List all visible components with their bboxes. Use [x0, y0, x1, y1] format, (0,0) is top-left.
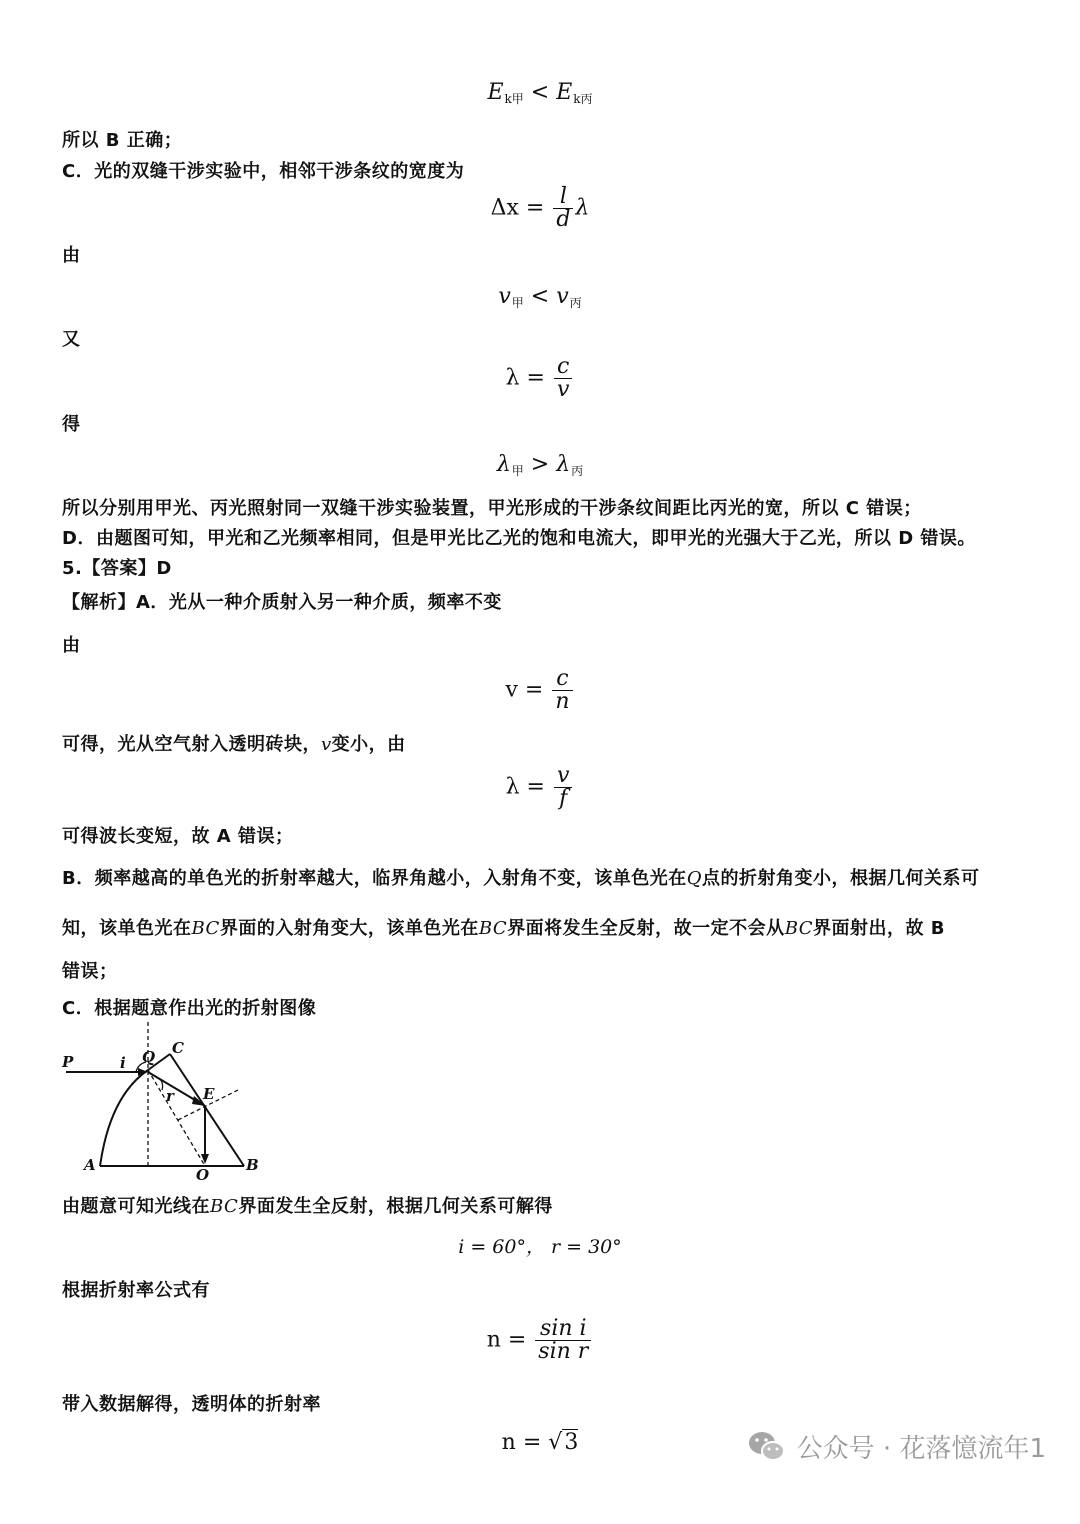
fraction: $\frac{\text{sin i}}{\text{sin r}}$ — [535, 1318, 591, 1363]
fraction: $\frac{c}{v}$ — [554, 356, 572, 401]
equation-lambda-compare: $\lambda_甲 > \lambda_丙$ — [496, 452, 584, 478]
equation-angles: i = 60°， r = 30° — [458, 1236, 622, 1258]
refraction-diagram — [60, 1020, 280, 1180]
text-line: 带入数据解得，透明体的折射率 — [62, 1394, 321, 1415]
text-line: B．频率越高的单色光的折射率越大，临界角越小，入射角不变，该单色光在Q点的折射角变小，根据几何关系可 — [62, 868, 980, 889]
label-e: E — [203, 1085, 215, 1103]
equation-lambda-vf: λ = $\frac{v}{f}$ — [0, 765, 1080, 810]
watermark-text: 公众号 · 花落憶流年1 — [796, 1434, 1046, 1464]
text-line: D．由题图可知，甲光和乙光频率相同，但是甲光比乙光的饱和电流大，即甲光的光强大于乙光，所以 D 错误。 — [62, 528, 976, 549]
text-line: 由 — [62, 635, 81, 656]
radius-oq — [148, 1070, 205, 1166]
text-line: C．光的双缝干涉实验中，相邻干涉条纹的宽度为 — [62, 161, 465, 182]
edge-cb — [170, 1054, 244, 1166]
label-p: P — [62, 1053, 74, 1071]
equation-fringe-width: Δx = $\frac{l}{d}$ λ — [490, 184, 590, 232]
equation-result: n = √3 — [501, 1430, 579, 1455]
equation-speed: v = $\frac{c}{n}$ — [0, 668, 1080, 713]
text-line: 可得，光从空气射入透明砖块，v变小，由 — [62, 734, 406, 755]
text-line: 错误； — [62, 961, 118, 982]
text-line: 根据折射率公式有 — [62, 1280, 210, 1301]
text-line: 所以分别用甲光、丙光照射同一双缝干涉实验装置，甲光形成的干涉条纹间距比丙光的宽，所以 C 错误； — [62, 498, 922, 519]
label-r: r — [166, 1087, 174, 1105]
equation-frequency: $v_甲 < v_丙$ — [498, 284, 582, 310]
text-line: 由 — [62, 245, 81, 266]
label-a: A — [84, 1156, 96, 1174]
equation-ek: $E_{k甲} < E_{k丙}$ — [487, 80, 593, 106]
fraction: $\frac{c}{n}$ — [552, 668, 572, 713]
label-i: i — [120, 1054, 126, 1072]
text-line: 所以 B 正确； — [62, 130, 183, 151]
equation-refractive-index: n = $\frac{\text{sin i}}{\text{sin r}}$ — [0, 1318, 1080, 1363]
label-q: Q — [142, 1048, 156, 1066]
text-line: C．根据题意作出光的折射图像 — [62, 998, 317, 1019]
text-line: 又 — [62, 329, 81, 350]
label-o: O — [196, 1166, 210, 1180]
equation-wavelength: λ = $\frac{c}{v}$ — [0, 356, 1080, 401]
text-line: 知，该单色光在BC界面的入射角变大，该单色光在BC界面将发生全反射，故一定不会从BC界面射出，故 B — [62, 918, 946, 939]
arc-aq — [100, 1070, 148, 1166]
text-line: 【解析】A．光从一种介质射入另一种介质，频率不变 — [62, 592, 502, 613]
text-line: 可得波长变短，故 A 错误； — [62, 826, 294, 847]
text-line: 由题意可知光线在BC界面发生全反射，根据几何关系可解得 — [62, 1196, 553, 1217]
fraction: $\frac{v}{f}$ — [554, 765, 572, 810]
text-line: 得 — [62, 414, 81, 435]
label-c: C — [172, 1039, 184, 1057]
fraction: $\frac{l}{d}$ — [553, 186, 573, 231]
label-b: B — [246, 1156, 259, 1174]
watermark — [747, 1428, 1046, 1465]
text-line: 5.【答案】D — [62, 558, 172, 579]
wechat-icon — [747, 1430, 787, 1464]
